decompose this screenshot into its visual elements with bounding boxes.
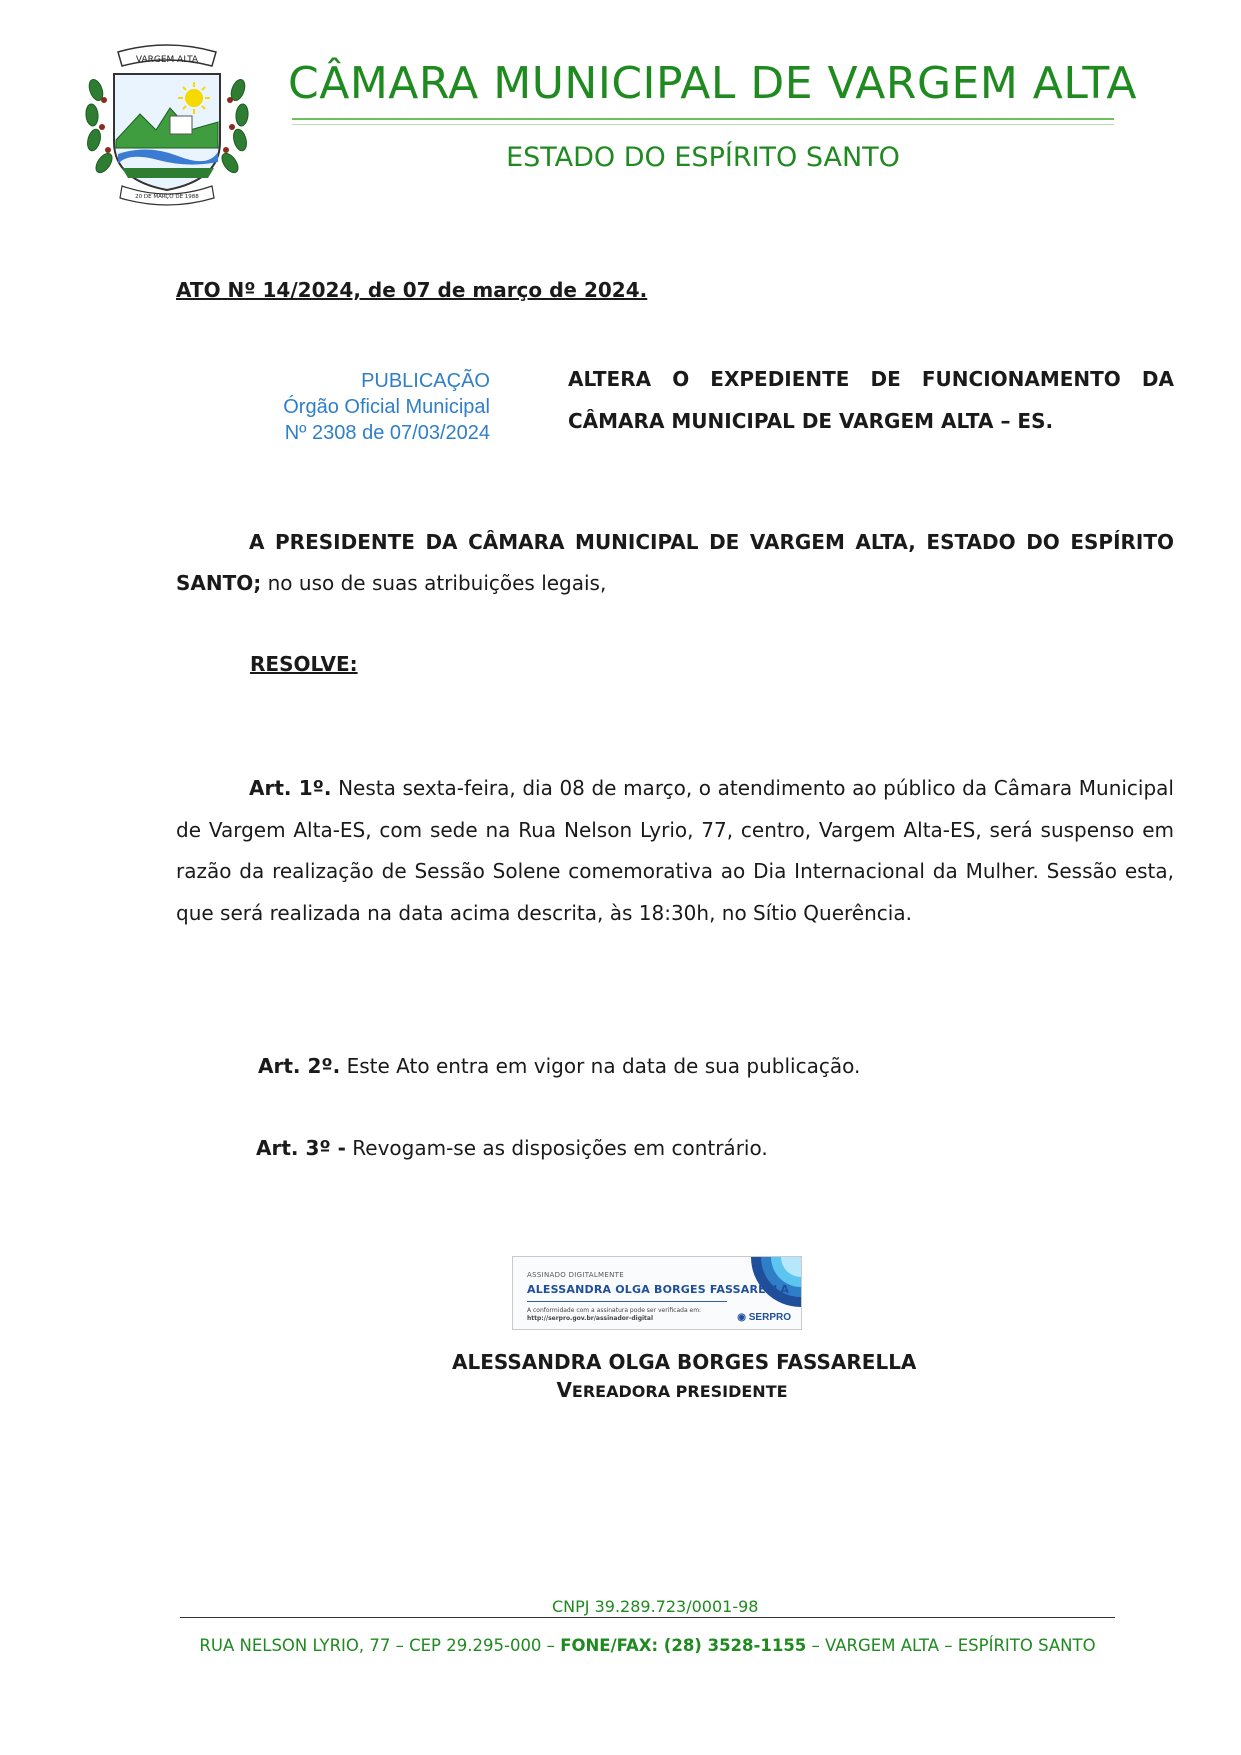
serpro-brand — [737, 1312, 791, 1323]
article-3-text: Revogam-se as disposições em contrário. — [345, 1136, 768, 1160]
footer-divider — [180, 1617, 1115, 1618]
ementa-line-1: ALTERA O EXPEDIENTE DE FUNCIONAMENTO DA — [568, 367, 1174, 391]
footer-phone: FONE/FAX: (28) 3528-1155 — [560, 1636, 807, 1655]
resolve-heading: RESOLVE: — [250, 652, 358, 676]
stamp-verify-line-1: A conformidade com a assinatura pode ser verificada em: — [527, 1307, 702, 1314]
preamble-text: no uso de suas atribuições legais, — [261, 571, 607, 595]
signatory-name: ALESSANDRA OLGA BORGES FASSARELLA — [452, 1350, 917, 1374]
stamp-divider — [527, 1301, 727, 1302]
digital-signature-stamp — [512, 1256, 802, 1330]
article-1 — [176, 768, 1174, 934]
preamble-bold: A PRESIDENTE DA CÂMARA MUNICIPAL DE VARGEM ALTA, ESTADO DO ESPÍRITO SANTO; — [176, 530, 1174, 595]
footer-address-street: RUA NELSON LYRIO, 77 – CEP 29.295-000 – — [199, 1636, 561, 1655]
publication-number: Nº 2308 de 07/03/2024 — [284, 422, 490, 444]
stamp-signer-name: ALESSANDRA OLGA BORGES FASSARELLA — [527, 1283, 790, 1296]
ementa-line-2: CÂMARA MUNICIPAL DE VARGEM ALTA – ES. — [568, 409, 1054, 433]
article-2 — [258, 1054, 860, 1078]
publication-organ: Órgão Oficial Municipal — [283, 396, 490, 418]
serpro-arcs-icon — [731, 1257, 801, 1307]
header-divider-secondary — [292, 124, 1114, 125]
state-name: ESTADO DO ESPÍRITO SANTO — [506, 142, 900, 173]
article-3-label: Art. 3º - — [256, 1136, 346, 1160]
article-2-label: Art. 2º. — [258, 1054, 341, 1078]
footer-address-city: – VARGEM ALTA – ESPÍRITO SANTO — [806, 1636, 1096, 1655]
preamble-paragraph — [176, 522, 1174, 604]
stamp-verify-text — [527, 1307, 727, 1323]
signatory-role-initial: V — [556, 1378, 572, 1402]
serpro-brand-text: SERPRO — [748, 1312, 791, 1323]
publication-label: PUBLICAÇÃO — [361, 370, 490, 392]
article-2-text: Este Ato entra em vigor na data de sua publicação. — [340, 1054, 861, 1078]
article-1-text: Nesta sexta-feira, dia 08 de março, o atendimento ao público da Câmara Municipal de Vargem Alta-ES, com sede na Rua Nelson Lyrio, 77, centro, Vargem Alta-ES, será suspenso em razão da realização de Sessão Solene comemorativa ao Dia Internacional da Mulher. Sessão esta, que será realizada na data acima descrita, às 18:30h, no Sítio Querência. — [176, 776, 1174, 925]
crest-bottom-text: 20 DE MARÇO DE 1988 — [135, 194, 199, 200]
header-divider — [292, 118, 1114, 120]
stamp-verify-url[interactable]: http://serpro.gov.br/assinador-digital — [527, 1315, 654, 1322]
crest-top-text: VARGEM ALTA — [135, 55, 199, 65]
footer-cnpj: CNPJ 39.289.723/0001-98 — [552, 1597, 759, 1616]
article-3 — [256, 1136, 768, 1160]
publication-stamp — [240, 368, 490, 446]
signatory-role — [452, 1378, 892, 1402]
article-1-label: Art. 1º. — [249, 776, 332, 800]
serpro-logo-icon: ◉ — [737, 1312, 749, 1323]
act-title: ATO Nº 14/2024, de 07 de março de 2024. — [176, 278, 648, 302]
stamp-header: ASSINADO DIGITALMENTE — [527, 1271, 624, 1279]
footer-address — [180, 1636, 1115, 1655]
organization-name: CÂMARA MUNICIPAL DE VARGEM ALTA — [288, 58, 1137, 109]
ementa — [568, 358, 1174, 442]
municipal-crest-logo — [78, 30, 256, 206]
signatory-role-rest: EREADORA PRESIDENTE — [571, 1382, 788, 1401]
